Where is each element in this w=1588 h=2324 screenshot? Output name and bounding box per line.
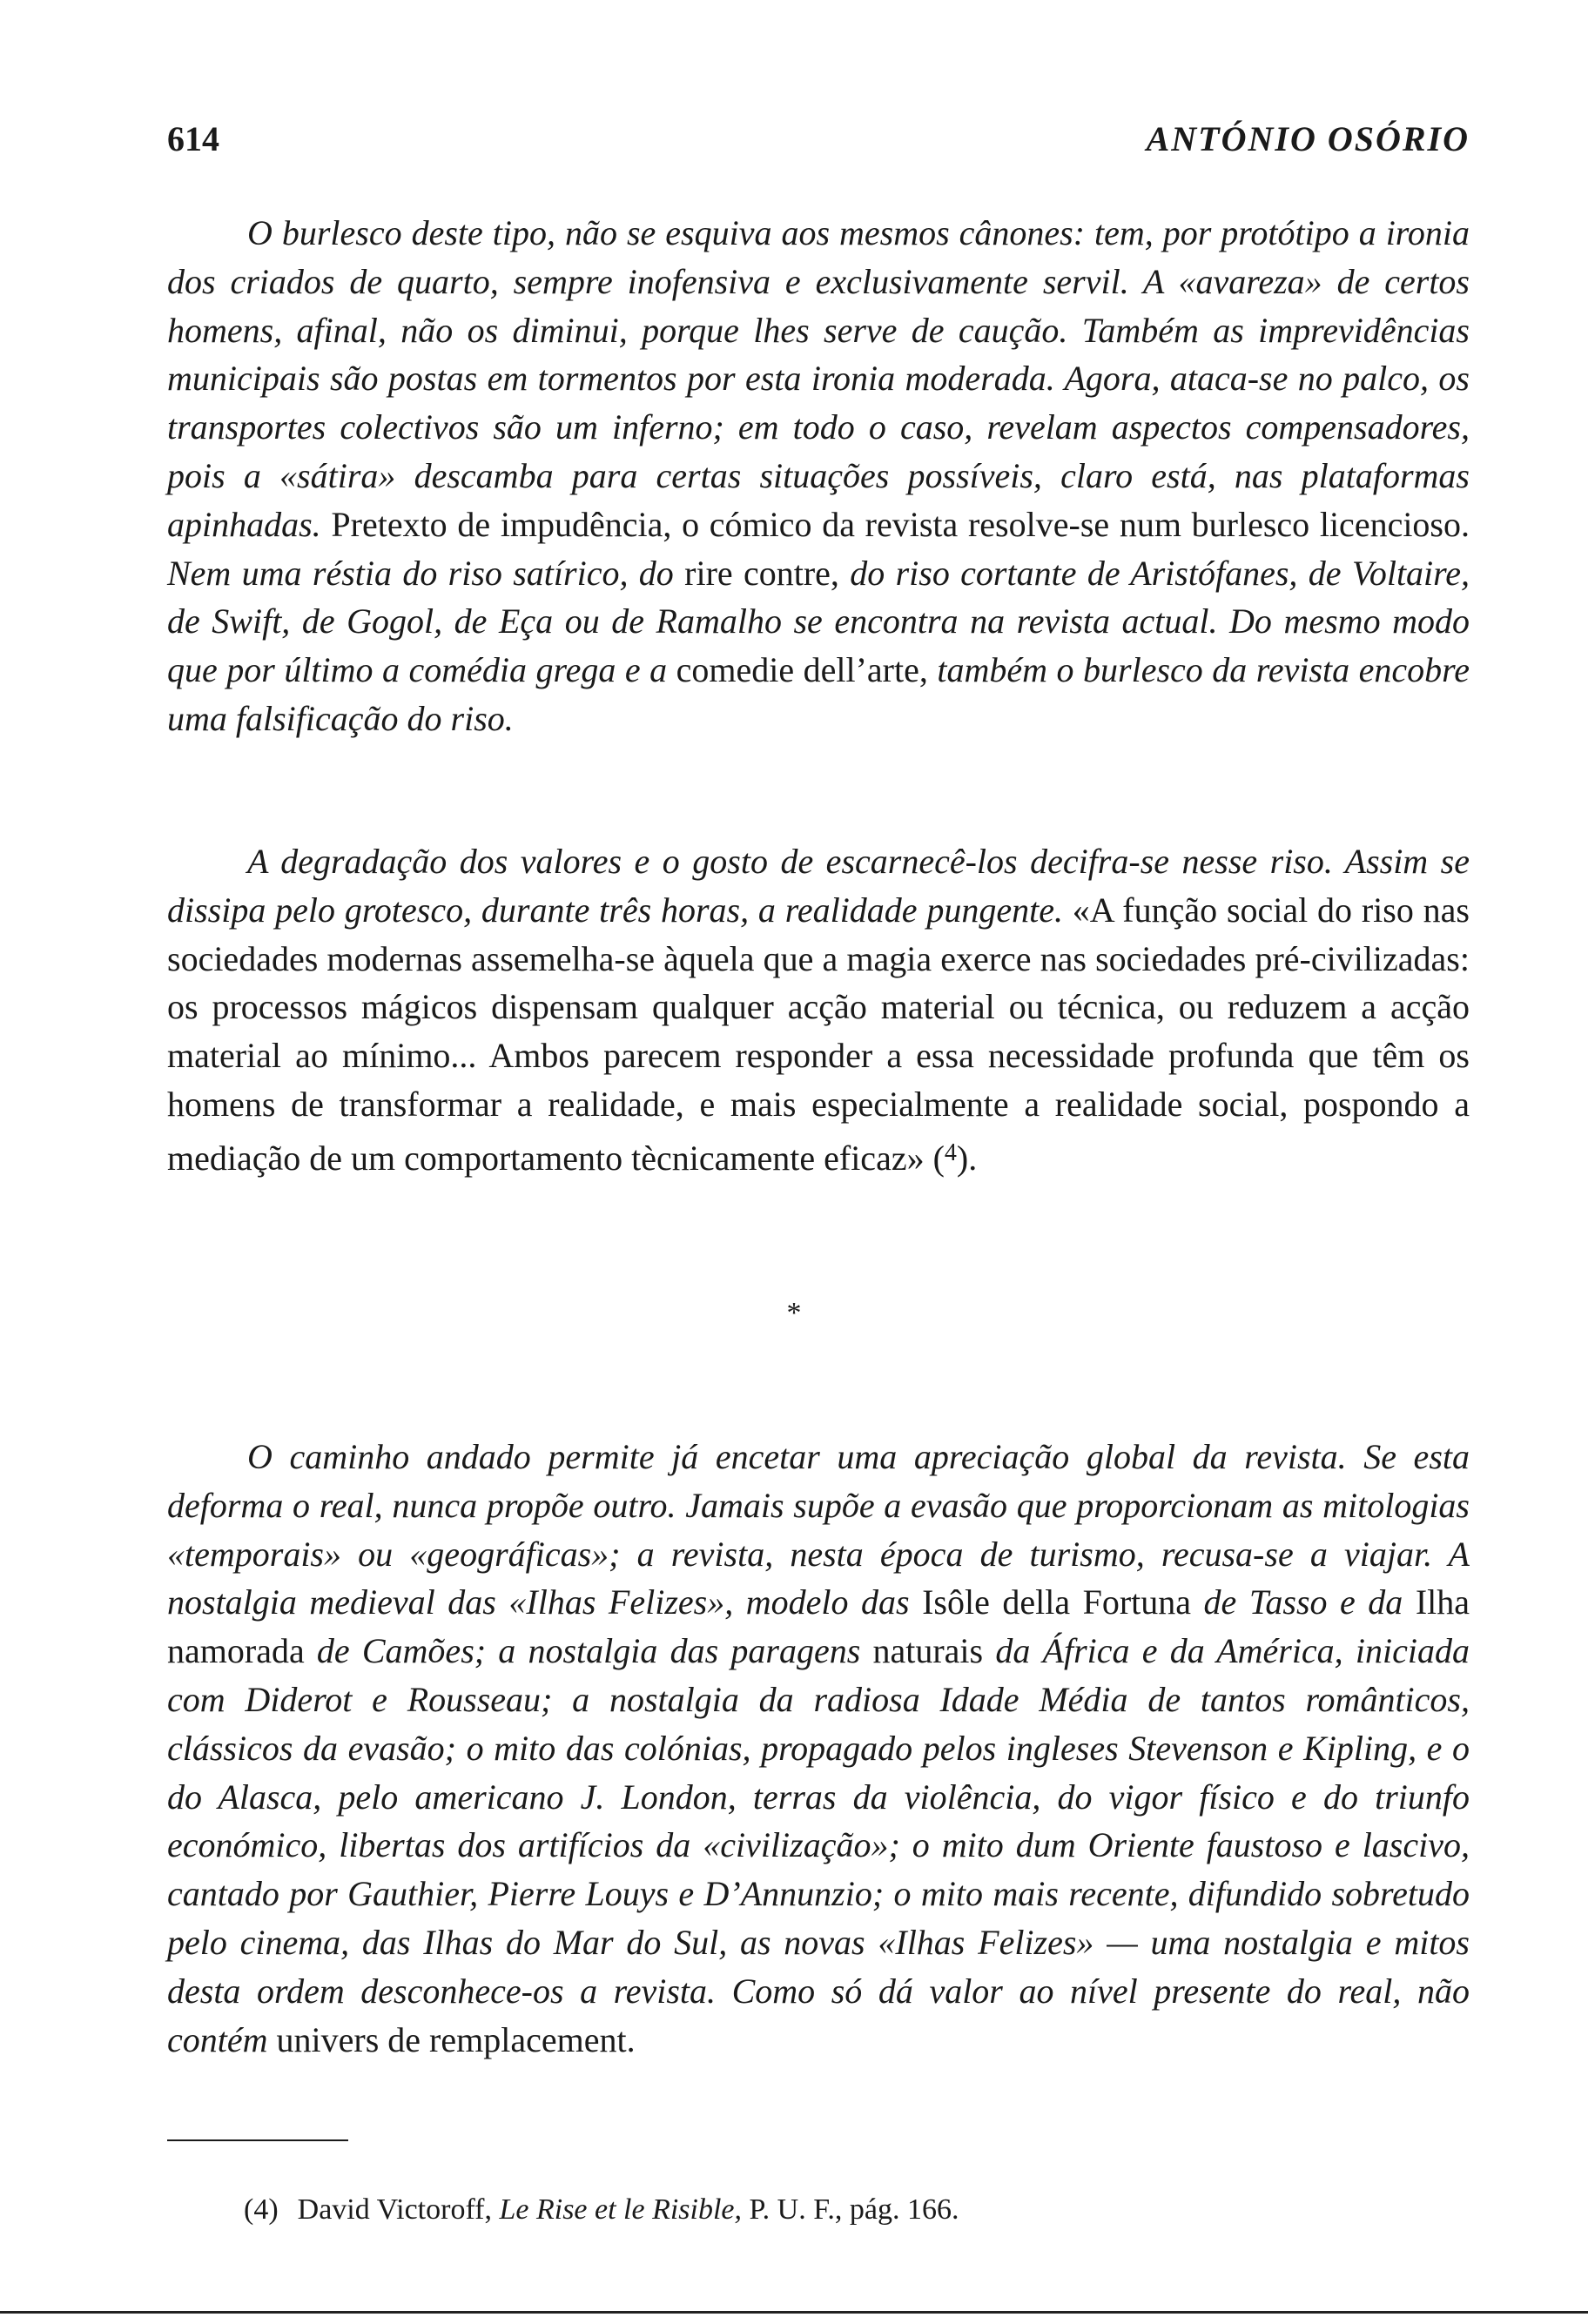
roman-text-run: Isôle della Fortuna [909, 1582, 1204, 1622]
italic-text-run: da África e da América, iniciada com Diderot e Rousseau; a nostalgia da radiosa Idade Média de tantos românticos, clássicos da evasão; o mito das colónias, propagado pelos ingleses Stevenson e Kipling, e o do Alasca, pelo americano J. London, terras da violência, do vigor físico e do triunfo económico, libertas dos artifícios da «civilização»; o mito dum Oriente faustoso e lascivo, cantado por Gauthier, Pierre Louys e D’Annunzio; o mito mais recente, difundido sobretudo pelo cinema, das Ilhas do Mar do Sul, as novas «Ilhas Felizes» — uma nostalgia e mitos desta ordem desconhece-os a revista. Como só dá valor ao nível presente do real, não contém [167, 1631, 1470, 2059]
footnote-rule [167, 2139, 348, 2141]
footnote-reference: 4 [944, 1138, 957, 1166]
roman-text-run: comedie dell’arte, [667, 650, 938, 690]
scan-edge-rule [0, 2311, 1588, 2314]
roman-text-run: univers de remplacement. [267, 2019, 636, 2059]
paragraph-text [167, 1433, 1470, 2064]
roman-text-run: P. U. F., pág. 166. [742, 2193, 959, 2226]
roman-text-run: Ilha namorada [167, 1582, 1470, 1671]
italic-text-run: também o burlesco da revista encobre uma falsificação do riso. [167, 650, 1470, 738]
italic-text-run: de Camões; a nostalgia das paragens [316, 1631, 861, 1671]
roman-text-run: Pretexto de impudência, o cómico da revista resolve-se num burlesco licencioso. [320, 504, 1470, 544]
roman-text-run: «A função social do riso nas sociedades modernas assemelha-se àquela que a magia exerce nas sociedades pré-civilizadas: os processos mágicos dispensam qualquer acção material ou técnica, ou reduzem a acção material ao mínimo... Ambos parecem responder a essa necessidade profunda que têm os homens de transformar a realidade, e mais especialmente a realidade social, pospondo a mediação de um comportamento tècnicamente eficaz» ( [167, 890, 1470, 1178]
paragraph-text [167, 837, 1470, 1183]
italic-text-run: A degradação dos valores e o gosto de escarnecê-los decifra-se nesse riso. Assim se dissipa pelo grotesco, durante três horas, a realidade pungente. [167, 842, 1470, 930]
body-paragraph-3 [167, 1433, 1470, 2064]
paragraph-text [167, 209, 1470, 743]
page-header [167, 118, 1470, 171]
italic-text-run: O burlesco deste tipo, não se esquiva aos mesmos cânones: tem, por protótipo a ironia dos criados de quarto, sempre inofensiva e exclusivamente servil. A «avareza» de certos homens, afinal, não os diminui, porque lhes serve de caução. Também as imprevidências municipais são postas em tormentos por esta ironia moderada. Agora, ataca-se no palco, os transportes colectivos são um inferno; em todo o caso, revelam aspectos compensadores, pois a «sátira» descamba para certas situações possíveis, claro está, nas plataformas apinhadas. [167, 213, 1470, 544]
page-number: 614 [167, 119, 219, 158]
footnote-text [298, 2193, 959, 2226]
italic-text-run: do riso cortante de Aristófanes, de Voltaire, de Swift, de Gogol, de Eça ou de Ramalho se encontra na revista actual. Do mesmo modo que por último a comédia grega e a [167, 553, 1470, 690]
roman-text-run: ). [956, 1138, 978, 1178]
running-head: ANTÓNIO OSÓRIO [1146, 119, 1470, 158]
roman-text-run: rire contre, [673, 553, 851, 593]
body-paragraph-1 [167, 209, 1470, 743]
italic-text-run: Nem uma réstia do riso satírico, do [167, 553, 674, 593]
roman-text-run: naturais [860, 1631, 996, 1671]
footnote-marker: (4) [244, 2193, 279, 2226]
body-paragraph-2 [167, 837, 1470, 1183]
roman-text-run: David Victoroff, [297, 2193, 500, 2226]
italic-text-run: O caminho andado permite já encetar uma apreciação global da revista. Se esta deforma o real, nunca propõe outro. Jamais supõe a evasão que proporcionam as mitologias «temporais» ou «geográficas»; a revista, nesta época de turismo, recusa-se a viajar. A nostalgia medieval das «Ilhas Felizes», modelo das [167, 1437, 1470, 1622]
italic-text-run: Le Rise et le Risible, [499, 2193, 743, 2226]
section-separator: * [786, 1297, 802, 1329]
italic-text-run: de Tasso e da [1203, 1582, 1403, 1622]
footnote [244, 2193, 959, 2227]
